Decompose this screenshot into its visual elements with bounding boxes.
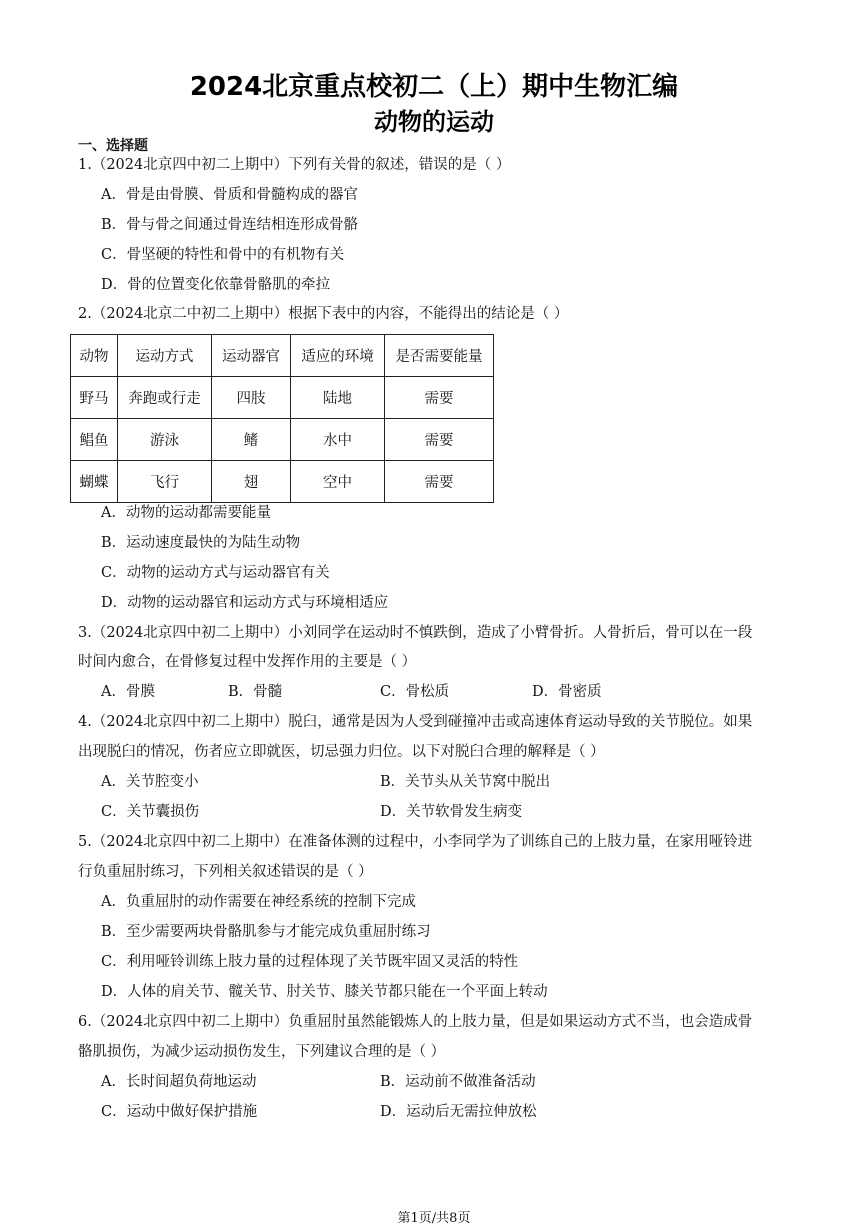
- table-cell: 四肢: [212, 377, 291, 419]
- table-header-cell: 运动器官: [212, 335, 291, 377]
- table-cell: 奔跑或行走: [118, 377, 212, 419]
- question-2-option-a: A．动物的运动都需要能量: [101, 505, 271, 521]
- question-5-option-d: D．人体的肩关节、髋关节、肘关节、膝关节都只能在一个平面上转动: [101, 984, 548, 1000]
- table-cell: 翅: [212, 461, 291, 503]
- question-4-stem: 4.（2024北京四中初二上期中）脱臼，通常是因为人受到碰撞冲击或高速体育运动导致的关节脱位。如果: [78, 714, 753, 730]
- question-3-option-b: B．骨髓: [228, 684, 283, 700]
- document-title: 2024北京重点校初二（上）期中生物汇编: [189, 72, 679, 102]
- table-cell: 需要: [385, 461, 494, 503]
- question-6-option-d: D．运动后无需拉伸放松: [380, 1104, 537, 1120]
- question-2-stem: 2.（2024北京二中初二上期中）根据下表中的内容，不能得出的结论是（ ）: [78, 306, 569, 322]
- table-row: [71, 377, 494, 419]
- table-cell: 鳍: [212, 419, 291, 461]
- table-row: [71, 419, 494, 461]
- question-6-stem: 6.（2024北京四中初二上期中）负重屈肘虽然能锻炼人的上肢力量，但是如果运动方式不当，也会造成骨: [78, 1014, 753, 1030]
- question-1-option-c: C．骨坚硬的特性和骨中的有机物有关: [101, 247, 345, 263]
- table-cell: 游泳: [118, 419, 212, 461]
- question-3-stem: 3.（2024北京四中初二上期中）小刘同学在运动时不慎跌倒，造成了小臂骨折。人骨折后，骨可以在一段: [78, 625, 753, 641]
- question-5-stem: 5.（2024北京四中初二上期中）在准备体测的过程中，小李同学为了训练自己的上肢力量，在家用哑铃进: [78, 834, 753, 850]
- question-1-stem: 1.（2024北京四中初二上期中）下列有关骨的叙述，错误的是（ ）: [78, 157, 511, 173]
- question-6-option-c: C．运动中做好保护措施: [101, 1104, 258, 1120]
- question-2-option-c: C．动物的运动方式与运动器官有关: [101, 565, 330, 581]
- table-cell: 蝴蝶: [71, 461, 118, 503]
- question-1-option-d: D．骨的位置变化依靠骨骼肌的牵拉: [101, 277, 331, 293]
- question-1-option-a: A．骨是由骨膜、骨质和骨髓构成的器官: [101, 187, 358, 203]
- question-4-option-a: A．关节腔变小: [101, 774, 199, 790]
- question-4-option-d: D．关节软骨发生病变: [380, 804, 523, 820]
- table-header-cell: 运动方式: [118, 335, 212, 377]
- question-5-option-c: C．利用哑铃训练上肢力量的过程体现了关节既牢固又灵活的特性: [101, 954, 519, 970]
- question-1-option-b: B．骨与骨之间通过骨连结相连形成骨骼: [101, 217, 359, 233]
- table-header-cell: 动物: [71, 335, 118, 377]
- question-6-option-a: A．长时间超负荷地运动: [101, 1074, 257, 1090]
- table-cell: 飞行: [118, 461, 212, 503]
- table-header-cell: 适应的环境: [291, 335, 385, 377]
- question-2-option-d: D．动物的运动器官和运动方式与环境相适应: [101, 595, 389, 611]
- table-cell: 水中: [291, 419, 385, 461]
- question-5-stem-continued: 行负重屈肘练习，下列相关叙述错误的是（ ）: [78, 864, 373, 880]
- question-2-option-b: B．运动速度最快的为陆生动物: [101, 535, 301, 551]
- question-3-option-d: D．骨密质: [532, 684, 602, 700]
- question-3-stem-continued: 时间内愈合，在骨修复过程中发挥作用的主要是（ ）: [78, 654, 417, 670]
- table-cell: 需要: [385, 419, 494, 461]
- question-4-stem-continued: 出现脱臼的情况，伤者应立即就医，切忌强力归位。以下对脱臼合理的解释是（ ）: [78, 744, 605, 760]
- table-cell: 野马: [71, 377, 118, 419]
- question-3-option-a: A．骨膜: [101, 684, 155, 700]
- animal-movement-table: [70, 334, 494, 503]
- table-header-cell: 是否需要能量: [385, 335, 494, 377]
- table-cell: 鲳鱼: [71, 419, 118, 461]
- question-5-option-a: A．负重屈肘的动作需要在神经系统的控制下完成: [101, 894, 416, 910]
- table-cell: 陆地: [291, 377, 385, 419]
- question-3-option-c: C．骨松质: [380, 684, 450, 700]
- question-4-option-b: B．关节头从关节窝中脱出: [380, 774, 551, 790]
- question-6-stem-continued: 骼肌损伤，为减少运动损伤发生，下列建议合理的是（ ）: [78, 1044, 446, 1060]
- table-header-row: [71, 335, 494, 377]
- question-4-option-c: C．关节囊损伤: [101, 804, 200, 820]
- section-heading: 一、选择题: [78, 138, 148, 154]
- table-cell: 需要: [385, 377, 494, 419]
- document-subtitle: 动物的运动: [374, 108, 494, 136]
- table-row: [71, 461, 494, 503]
- table-cell: 空中: [291, 461, 385, 503]
- question-6-option-b: B．运动前不做准备活动: [380, 1074, 536, 1090]
- question-5-option-b: B．至少需要两块骨骼肌参与才能完成负重屈肘练习: [101, 924, 431, 940]
- page-number-footer: 第1页/共8页: [397, 1211, 471, 1226]
